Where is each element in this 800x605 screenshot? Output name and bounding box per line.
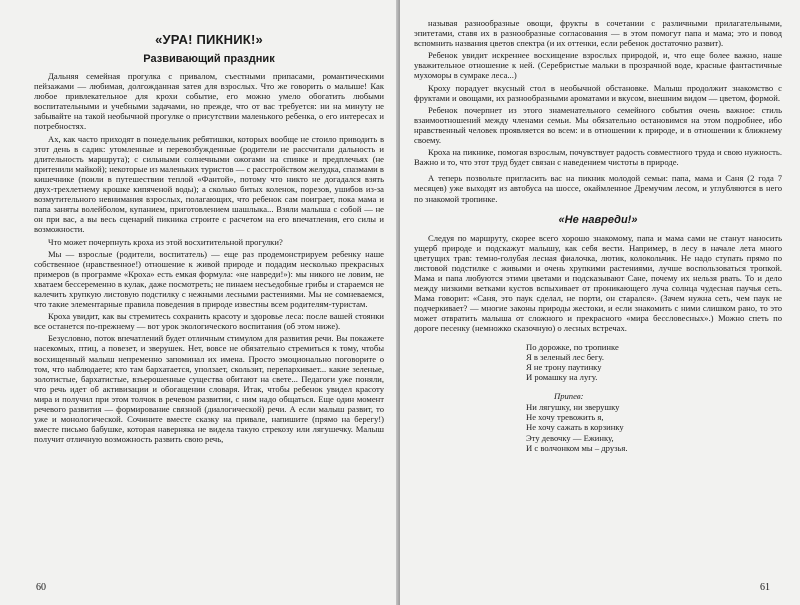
poem-line: И с волчонком мы – друзья.: [526, 442, 628, 453]
section-title: «Не навреди!»: [558, 213, 638, 226]
paragraph: Ребенок увидит искреннее восхищение взрослых природой, и, что еще более важно, наше уважительное отношение к ней. (Серебристые мальки в прозрачной воде, красные фантастичные мухоморы в сумраке леса...): [414, 50, 782, 81]
paragraph: А теперь позвольте пригласить вас на пикник молодой семьи: папа, мама и Саня (2 года 7 месяцев) уже выходят из автобуса на шоссе, окаймленное Дремучим лесом, и углубляются в него по знакомой тропинке.: [414, 173, 782, 204]
refrain-heading: Припев:: [554, 390, 584, 401]
chapter-subtitle: Развивающий праздник: [143, 53, 275, 65]
poem-line: Я не трону паутинку: [526, 362, 602, 373]
paragraph: Что может почерпнуть кроха из этой восхитительной прогулки?: [48, 236, 283, 247]
poem-line: Я в зеленый лес бегу.: [526, 351, 604, 362]
paragraph: Кроху порадует вкусный стол в необычной обстановке. Малыш продолжит знакомство с фруктами и овощами, их разнообразными ароматами и вкусом, внешним видом — цветом, формой.: [414, 82, 782, 103]
poem-line: Эту девочку — Ежинку,: [526, 432, 614, 443]
paragraph: Дальняя семейная прогулка с привалом, съестными припасами, романтическими пейзажами — любимая, долгожданная затея для взрослых. Что же говорить о малыше! Как любое привлекательное для крохи событие, его можно умело обогатить любыми воспитательными и учебными задачами, но прежде, что от вас требуется: ни на минуту не забывайте на такой необычной прогулке о присутствии маленького ребенка, о его интересах и потребностях.: [34, 71, 384, 132]
chapter-title: «УРА! ПИКНИК!»: [155, 32, 263, 47]
poem-line: По дорожке, по тропинке: [526, 341, 619, 352]
paragraph: Кроха на пикнике, помогая взрослым, почувствует радость совместного труда и свою нужность. Важно и то, что этот труд будет связан с наведением чистоты в природе.: [414, 147, 782, 168]
paragraph: Ребенок почерпнет из этого знаменательного семейного события очень важное: стиль взаимоотношений между членами семьи. Мы обязательно остановимся на этом подробнее, ибо нравственный человек проявляется во всем: и в отношении к природе, и в отношении к ближнему своему.: [414, 104, 782, 146]
paragraph: Следуя по маршруту, скорее всего хорошо знакомому, папа и мама сами не станут наносить ущерб природе и подскажут малышу, как себя вести. Например, в лесу в начале лета много цветущих трав: темно-голубая лесная фиалочка, лютик, колокольчик. Не надо ступать прямо по листовой подстилке с живыми и очень хрупкими растениями, лучше воспользоваться тропкой. Мама и папа любуются этими цветами и подсказывают Сане, почему их нельзя рвать. То и дело между низкими ветками кустов вспыхивает от проникающего луча солнца чудесная паучья сеть. Мама говорит: «Саня, это паук сделал, не порти, он старался». (Зачем нужна сеть, чем паук не подчеркивает? — многие законы природы жестоки, и если знакомить с ними слишком рано, то это может отвратить малыша от сложного и прекрасного «мира бессловесных».) Можно спеть по дороге песенку (немножко сказочную) о лесных встречах.: [414, 232, 782, 334]
paragraph: Кроха увидит, как вы стремитесь сохранить красоту и здоровье леса: после вашей стоянки все останется по-прежнему — вот урок экологического воспитания (об этом ниже).: [34, 311, 384, 332]
page-number: 60: [36, 582, 46, 593]
poem-line: Не хочу тревожить я,: [526, 412, 604, 423]
poem-line: Ни лягушку, ни зверушку: [526, 401, 620, 412]
paragraph: называя разнообразные овощи, фрукты в сочетании с различными прилагательными, эпитетами, ставя их в разнообразные согласования — в этом помогут папа и мама; это и повод вспомнить названия цветов спектра (и их оттенки, если ребенок достаточно развит).: [414, 18, 782, 49]
poem-verse: [526, 342, 782, 383]
page-number: 61: [760, 582, 770, 593]
paragraph: Мы — взрослые (родители, воспитатель) — еще раз продемонстрируем ребенку наше собственное (нравственное!) отношение к живой природе и подадим несколько прекрасных примеров (в программе «Кроха» есть емкая формула: «не навреди!»): мы никого не ловим, не хватаем бессеременно в кулак, даже посмотреть; не пинаем несъедобные грибы и стараемся не калечить хрупкую листовую подстилку с нежными лесными растениями. Мы не сомневаемся, что такие элементарные правила поведения в природе известны всем родителям-туристам.: [34, 248, 384, 310]
paragraph: Ах, как часто приходят в понедельник ребятишки, которых вообще не стоило приводить в этот день в садик: утомленные и перевозбужденные (родители не рассчитали дальность и длительность маршрута); с сильными солнечными ожогами на спинке и предплечьях (не притенили майкой); некоторые из маленьких туристов — с расстройством желудка, спазмами в кишечнике (поили в путешествии теплой «Фантой», потому что никто не догадался взять двух-трехлетнему крошке кипяченой воды); а сколько битых коленок, порезов, ушибов из-за возмутительного невнимания взрослых, полагающих, что ребенок сам поиграет, пока мама и папа заняты волейболом, купанием, приготовлением шашлыка... Взяли малыша с собой — не он при вас, а вы весь сценарий пикника строите с расчетом на его впечатления, его силы и возможности.: [34, 133, 384, 235]
poem-line: И ромашку на лугу.: [526, 372, 598, 383]
right-page: [400, 0, 800, 605]
poem-line: Не хочу сажать в корзинку: [526, 422, 624, 433]
poem-refrain: [526, 402, 782, 453]
paragraph: Безусловно, поток впечатлений будет отличным стимулом для развития речи. Вы покажете насекомых, птиц, а повезет, и зверушек. Нет, вовсе не обязательно стремиться к тому, чтобы восхищенный малыш непременно запоминал их имена. Просто эмоционально поговорите о том, что наблюдаете; кто там бархатается, уползает, скользит, перепархивает... какие зеленые, золотистые, бархатистые, взъерошенные существа обитают на свете... Педагоги уже поняли, что речь идет об активизации и обогащении словаря. Итак, чтобы ребенок увидел красоту мира и получил при этом толчок в речевом развитии, с ним надо общаться. Еще один момент речевого развития — формирование связной (диалогической) речи. А если малыш развит, то уже и монологической. Сочините вместе сказку на привале, напишите (прямо на берегу!) вместе письмо бабушке, которая наверняка не видела такую стрекозу или лягушечку. Малыш получит отличную возможность развить свою речь,: [34, 333, 384, 445]
